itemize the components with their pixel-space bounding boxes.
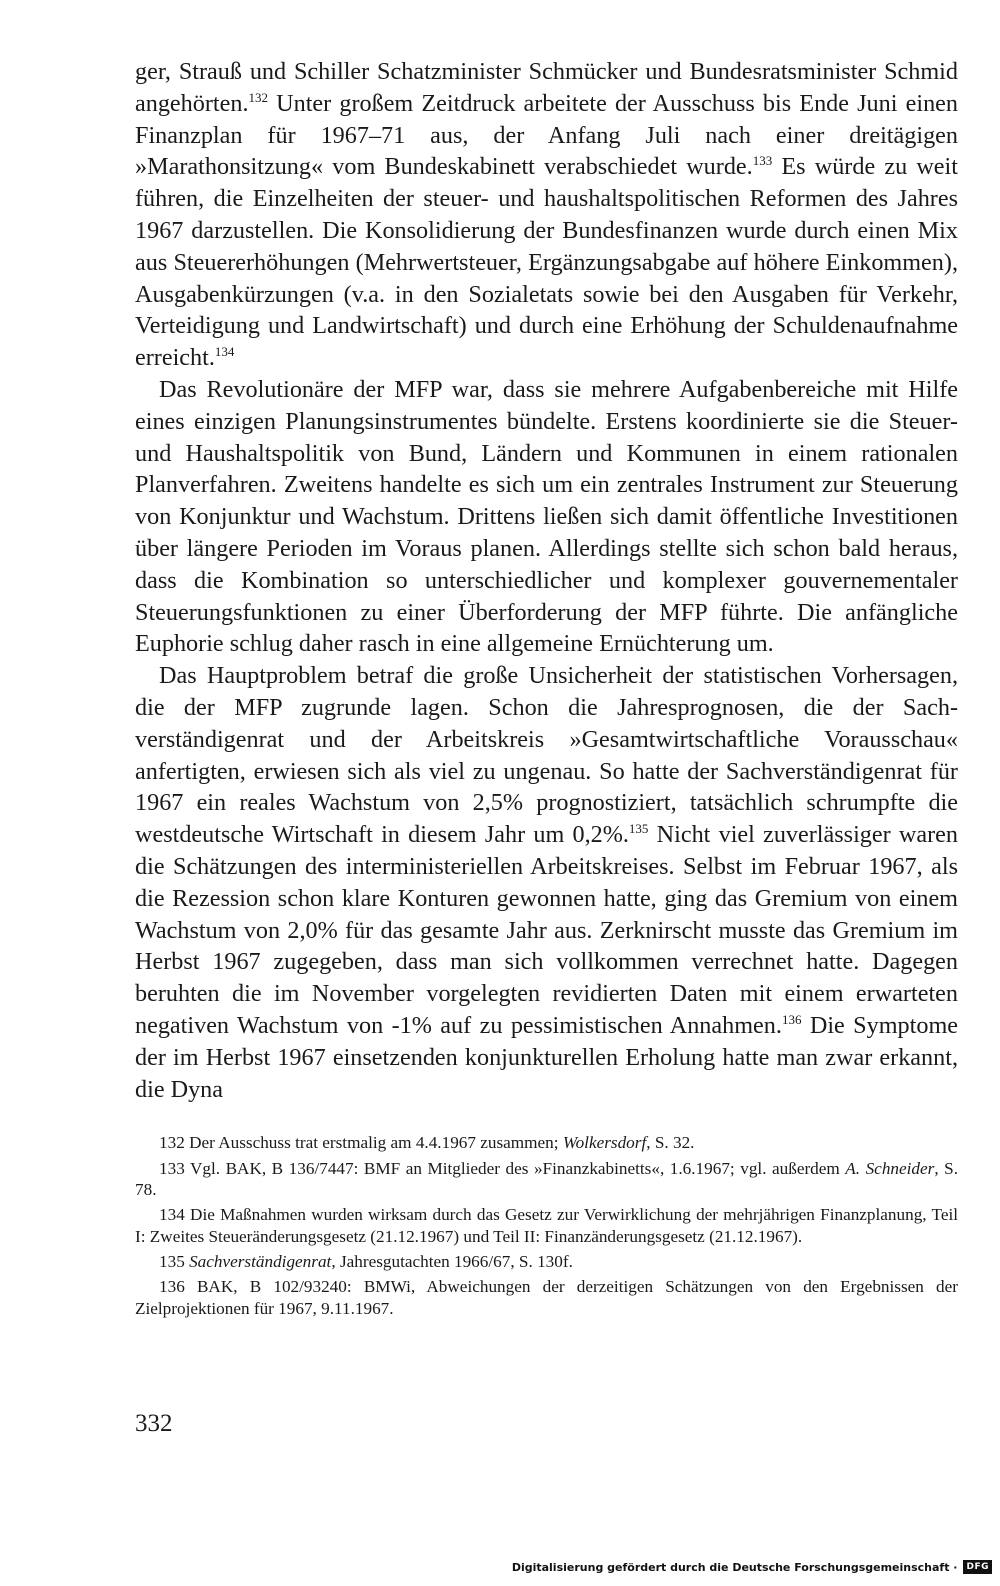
footnote-citation-italic: Wolkersdorf [562, 1133, 647, 1153]
footnote-text: , S. 78. [135, 1158, 958, 1200]
footnote-number: 133 [159, 1158, 185, 1178]
footnote-133 [135, 1158, 958, 1201]
footnote-number: 135 [159, 1252, 185, 1272]
digitization-footer [512, 1560, 992, 1574]
footnotes-section [135, 1132, 958, 1319]
footnote-number: 136 [159, 1277, 185, 1297]
footnote-number: 134 [159, 1205, 185, 1225]
footnote-ref-134[interactable]: 134 [214, 344, 235, 360]
paragraph-3 [135, 660, 958, 1105]
paragraph-1-text-b: Unter großem Zeitdruck arbeitete der Ausschuss bis Ende Juni einen Finanzplan für 1967–71 aus, der Anfang Juli nach einer dreitägigen »Marathonsitzung« vom Bundeskabinett verabschiedet wurde. [135, 89, 958, 181]
footnote-text: BAK, B 102/93240: BMWi, Abweichungen der derzeitigen Schätzungen von den Ergebnissen der Zielprojektionen für 1967, 9.11.1967. [135, 1277, 958, 1318]
dfg-logo-icon: DFG [963, 1560, 992, 1574]
footnote-ref-135[interactable]: 135 [628, 821, 649, 837]
paragraph-1-text-c: Es würde zu weit führen, die Einzelheiten der steuer- und haushaltspolitischen Reformen des Jahres 1967 darzustellen. Die Konsolidierung der Bundesfinanzen wurde durch einen Mix aus Steuererhöhungen (Mehrwertsteuer, Ergänzungsabgabe auf höhere Einkommen), Ausgabenkürzungen (v.a. in den Sozialetats sowie bei den Ausgaben für Verkehr, Verteidigung und Landwirtschaft) und durch eine Erhöhung der Schuldenaufnahme erreicht. [135, 153, 958, 372]
footnote-136 [135, 1276, 958, 1319]
page-number: 332 [135, 1410, 173, 1437]
footnote-text: Der Ausschuss trat erstmalig am 4.4.1967 zusammen; [184, 1133, 563, 1153]
footnote-135 [135, 1251, 958, 1273]
footnote-ref-132[interactable]: 132 [248, 89, 268, 105]
paragraph-2: Das Revolutionäre der MFP war, dass sie mehrere Aufgabenbereiche mit Hilfe eines einzigen Planungsinstrumentes bündelte. Erstens koordinierte sie die Steuer- und Haushaltspolitik von Bund, Ländern und Kommunen in einem rationalen Planverfahren. Zweitens handelte es sich um ein zentrales Instrument zur Steuerung von Konjunktur und Wachstum. Drittens ließen sich damit öffentliche Investitionen über längere Perioden im Voraus planen. Allerdings stellte sich schon bald heraus, dass die Kombination so unterschiedlicher und komplexer gouvernementaler Steuerungsfunktionen zu einer Überforderung der MFP führte. Die anfängliche Euphorie schlug daher rasch in eine allgemeine Ernüchterung um. [135, 375, 958, 658]
footnote-citation-italic: Sachverständigenrat [189, 1252, 332, 1272]
paragraph-1 [135, 56, 958, 374]
footnote-number: 132 [159, 1133, 185, 1153]
page-content [135, 56, 958, 1323]
footer-credit-text: Digitalisierung gefördert durch die Deutsche Forschungsgemeinschaft · [511, 1560, 958, 1574]
footnote-134 [135, 1204, 958, 1247]
paragraph-3-text-c: Die Symptome der im Herbst 1967 einsetzenden konjunkturellen Erholung hatte man zwar erkannt, die Dyna [135, 1011, 958, 1103]
footnote-text: Vgl. BAK, B 136/7447: BMF an Mitglieder des »Finanzkabinetts«, 1.6.1967; vgl. außerdem [184, 1158, 846, 1178]
paragraph-3-text-a: Das Hauptproblem betraf die große Unsicherheit der statistischen Vorhersagen, die der MFP zugrunde lagen. Schon die Jahresprognosen, die der Sachverständigenrat und der Arbeitskreis »Gesamtwirtschaftliche Vorausschau« anfertigten, erwiesen sich als viel zu ungenau. So hatte der Sachverständigenrat für 1967 ein reales Wachstum von 2,5% prognostiziert, tatsächlich schrumpfte die westdeutsche Wirtschaft in diesem Jahr um 0,2%. [135, 662, 958, 849]
paragraph-1-text-a: ger, Strauß und Schiller Schatzminister Schmücker und Bundesratsminister Schmid angehörten. [135, 58, 958, 117]
footnote-text: Die Maßnahmen wurden wirksam durch das Gesetz zur Verwirklichung der mehrjährigen Finanzplanung, Teil I: Zweites Steueränderungsgesetz (21.12.1967) und Teil II: Finanzänderungsgesetz (21.12.1967). [135, 1205, 958, 1246]
paragraph-3-text-b: Nicht viel zuverlässiger waren die Schätzungen des interministeriellen Arbeitskreises. Selbst im Februar 1967, als die Rezession schon klare Konturen gewonnen hatte, ging das Gremium von einem Wachstum von 2,0% für das gesamte Jahr aus. Zerknirscht musste das Gremium im Herbst 1967 zugegeben, dass man sich vollkommen verrechnet hatte. Dagegen beruhten die im November vorgelegten revidierten Daten mit einem erwarteten negativen Wachstum von -1% auf zu pessimistischen Annahmen. [135, 821, 958, 1039]
footnote-ref-133[interactable]: 133 [752, 153, 773, 169]
footnote-citation-italic: A. Schneider [845, 1158, 935, 1178]
footnote-text: , S. 32. [646, 1133, 695, 1153]
footnote-text: , Jahresgutachten 1966/67, S. 130f. [331, 1252, 573, 1272]
footnote-132 [135, 1132, 958, 1154]
footnote-ref-136[interactable]: 136 [781, 1011, 802, 1027]
